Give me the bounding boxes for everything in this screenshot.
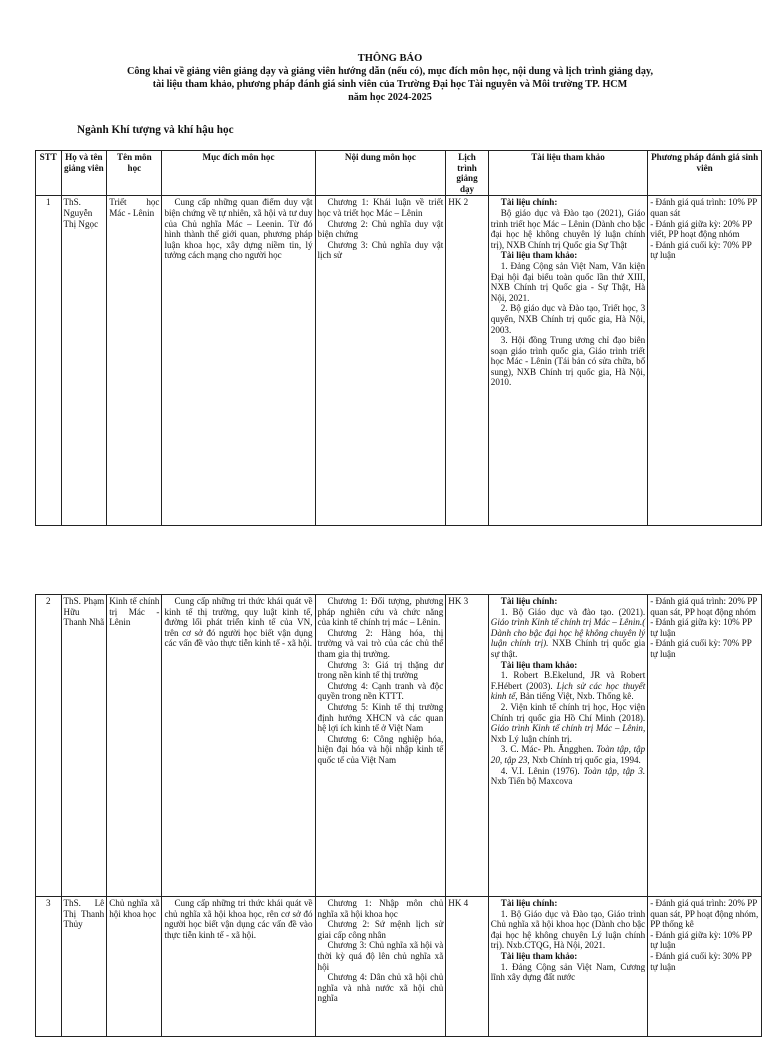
extra-refs-title: Tài liệu tham khảo:: [500, 950, 578, 961]
eval-item: - Đánh giá giữa kỳ: 20% PP viết, PP hoạt động nhóm: [650, 218, 752, 240]
content-chapter: Chương 1: Khái luận về triết học và triết học Mác – Lênin: [317, 197, 444, 218]
content-chapter: Chương 3: Chủ nghĩa duy vật lịch sử: [317, 239, 444, 261]
main-refs-title: Tài liệu chính:: [500, 596, 558, 606]
notice-year: năm học 2024-2025: [348, 92, 432, 103]
eval-item: - Đánh giá quá trình: 20% PP quan sát, PP hoạt động nhóm, PP thống kê: [650, 898, 759, 930]
eval-item: - Đánh giá giữa kỳ: 10% PP tự luận: [650, 929, 752, 951]
eval-item: - Đánh giá cuối kỳ: 70% PP tự luận: [650, 638, 752, 659]
eval-item: - Đánh giá cuối kỳ: 70% PP tự luận: [650, 239, 752, 261]
table-header-row: [36, 151, 762, 196]
ref-publisher: NXB Chính trị quốc gia sự thật.: [490, 638, 646, 659]
col-header-goal: Mục đích môn học: [162, 151, 315, 196]
extra-refs-title: Tài liệu tham khảo:: [500, 659, 578, 670]
extra-ref-item: 2. Bộ giáo dục và Đào tạo, Triết học, 3 quyển, NXB Chính trị quốc gia, Hà Nội, 2003.: [490, 303, 646, 335]
col-header-course: Tên môn học: [107, 151, 162, 196]
table-row: [36, 897, 762, 1037]
extra-ref-item: [491, 670, 645, 702]
content-chapter: Chương 4: Dân chủ xã hội chủ nghĩa và nhà nước xã hội chủ nghĩa: [317, 972, 444, 1004]
row-lecturer: ThS. Nguyễn Thị Ngọc: [61, 196, 107, 526]
ref-author: 1. Robert B.Ekelund, JR và Robert F.Hébert (2003).: [490, 670, 646, 691]
goal-text: Cung cấp những tri thức khái quát về chủ nghĩa xã hội khoa học, rên cơ sở đó người học biết vận dụng các vấn đề vào thực tiễn kinh tế - xã hội.: [164, 898, 313, 940]
ref-author: 3. C. Mác- Ph. Ăngghen.: [500, 744, 594, 755]
row-course: Chủ nghĩa xã hội khoa học: [107, 897, 162, 1037]
content-chapter: Chương 1: Đối tượng, phương pháp nghiên cứu và chức năng của kinh tế chính trị mác – Lênin.: [317, 596, 444, 628]
table-row: [36, 196, 762, 526]
goal-text: Cung cấp những tri thức khái quát về kinh tế thị trường, quy luật kinh tế, đường lối phát triển kinh tế của VN, trên cơ sở đó người học biết vận dụng các vấn đề vào thực tiễn kinh tế - xã hội.: [164, 596, 313, 649]
major-name: Ngành Khí tượng và khí hậu học: [77, 124, 234, 136]
content-chapter: Chương 3: Giá trị thặng dư trong nền kinh tế thị trường: [317, 659, 444, 681]
col-header-stt: STT: [36, 151, 62, 196]
row-goal: [162, 897, 315, 1037]
content-chapter: Chương 2: Hàng hóa, thị trường và vai trò của các chủ thể tham gia thị trường.: [317, 627, 444, 659]
ref-publisher: , Bản tiếng Việt, Nxb. Thống kê.: [515, 691, 634, 702]
content-chapter: Chương 2: Chủ nghĩa duy vật biện chứng: [317, 218, 444, 240]
notice-subtitle-line-1: Công khai về giảng viên giảng dạy và giảng viên hướng dẫn (nếu có), mục đích môn học, nội dung và lịch trình giảng dạy,: [126, 66, 654, 77]
row-lecturer: ThS. Lê Thị Thanh Thủy: [61, 897, 107, 1037]
row-evaluation: [648, 595, 762, 897]
row-lecturer: ThS. Phạm Hữu Thanh Nhã: [61, 595, 107, 897]
ref-title: Toàn tập, tập 3.: [583, 765, 646, 776]
content-chapter: Chương 2: Sứ mệnh lịch sử giai cấp công nhân: [317, 919, 444, 940]
ref-title: Lịch sử các học thuyết kinh tế: [490, 680, 646, 702]
extra-ref-item: 1. Đảng Cộng sản Việt Nam, Văn kiện Đại hội đại biểu toàn quốc lần thứ XIII, NXB Chính trị Quốc gia - Sự Thật, Hà Nội, 2021.: [490, 260, 646, 303]
table-row: [36, 595, 762, 897]
eval-item: - Đánh giá giữa kỳ: 10% PP tự luận: [650, 617, 752, 638]
row-references: [488, 196, 647, 526]
row-stt: 3: [36, 897, 62, 1037]
extra-ref-item: [491, 766, 645, 787]
row-goal: [162, 595, 315, 897]
col-header-references: Tài liệu tham khảo: [488, 151, 647, 196]
row-schedule: HK 2: [446, 196, 489, 526]
col-header-lecturer: Họ và tên giảng viên: [61, 151, 107, 196]
course-table-part-1: [35, 150, 762, 526]
row-references: [488, 595, 647, 897]
row-evaluation: [648, 897, 762, 1037]
row-goal: [162, 196, 315, 526]
notice-subtitle-line-2: tài liệu tham khảo, phương pháp đánh giá sinh viên của Trường Đại học Tài nguyên và Môi trường TP. HCM: [152, 79, 628, 90]
row-content: [315, 196, 446, 526]
ref-author: 4. V.I. Lênin (1976).: [500, 765, 580, 776]
extra-ref-item: 1. Đảng Cộng sản Việt Nam, Cương lĩnh xây dựng đất nước: [490, 961, 646, 983]
main-ref-item: Bộ giáo dục và Đào tạo (2021), Giáo trình triết học Mác – Lênin (Dành cho bậc đại học hệ không chuyên lý luận chính trị), NXB Chính trị Quốc gia Sự Thật: [490, 207, 646, 250]
row-content: [315, 897, 446, 1037]
goal-text: Cung cấp những quan điểm duy vật biện chứng về tự nhiên, xã hội và tư duy của Chủ nghĩa Mác – Leenin. Từ đó hình thành thế giới quan, phương pháp luận khoa học, xây dựng niềm tin, lý tưởng cách mạng cho người học: [164, 197, 313, 261]
main-ref-item: 1. Bộ Giáo dục và Đào tạo, Giáo trình Chủ nghĩa xã hội khoa học (Dành cho bậc đại học hệ không chuyên Lý luận chính trị). Nxb.CTQG, Hà Nội, 2021.: [490, 908, 646, 951]
course-table-part-2: [35, 594, 762, 1037]
ref-publisher: Nxb Tiến bộ Maxcova: [490, 776, 573, 787]
ref-publisher: , Nxb Lý luận chính trị.: [490, 723, 646, 744]
ref-title: Giáo trình Kinh tế chính trị Mác – Lênin: [490, 723, 643, 734]
extra-ref-item: [491, 702, 645, 744]
col-header-evaluation: Phương pháp đánh giá sinh viên: [648, 151, 762, 196]
row-content: [315, 595, 446, 897]
row-schedule: HK 3: [446, 595, 489, 897]
main-ref-item: [491, 607, 645, 660]
ref-title: Toàn tập, tập 20, tập 23,: [490, 744, 646, 765]
content-chapter: Chương 6: Công nghiệp hóa, hiện đại hóa và hội nhập kinh tế quốc tế của Việt Nam: [317, 733, 444, 765]
row-stt: 2: [36, 595, 62, 897]
notice-title: THÔNG BÁO: [357, 53, 423, 64]
row-references: [488, 897, 647, 1037]
ref-title: Giáo trình Kinh tế chính trị Mác – Lênin.( Dành cho bậc đại học hệ không chuyên lý luận chính trị).: [490, 617, 646, 649]
extra-ref-item: 3. Hội đồng Trung ương chỉ đạo biên soạn giáo trình quốc gia, Giáo trình triết học Mác - Lênin (Tái bản có sửa chữa, bổ sung), NXB Chính trị quốc gia, Hà Nội, 2010.: [490, 335, 646, 388]
extra-ref-item: [491, 744, 645, 765]
extra-refs-title: Tài liệu tham khảo:: [500, 250, 578, 261]
main-refs-title: Tài liệu chính:: [500, 898, 558, 908]
col-header-schedule: Lịch trình giảng dạy: [446, 151, 489, 196]
notice-header: [40, 52, 740, 104]
row-schedule: HK 4: [446, 897, 489, 1037]
content-chapter: Chương 1: Nhập môn chủ nghĩa xã hội khoa học: [317, 898, 444, 919]
row-course: Triết học Mác - Lênin: [107, 196, 162, 526]
main-refs-title: Tài liệu chính:: [500, 197, 558, 208]
col-header-content: Nội dung môn học: [315, 151, 446, 196]
row-course: Kinh tế chính trị Mác - Lênin: [107, 595, 162, 897]
row-stt: 1: [36, 196, 62, 526]
ref-publisher: Nxb Chính trị quốc gia, 1994.: [531, 754, 641, 765]
content-chapter: Chương 3: Chủ nghĩa xã hội và thời kỳ quá độ lên chủ nghĩa xã hội: [317, 940, 444, 972]
eval-item: - Đánh giá quá trình: 20% PP quan sát, PP hoạt động nhóm: [650, 596, 757, 617]
eval-item: - Đánh giá quá trình: 10% PP quan sát: [650, 197, 757, 218]
content-chapter: Chương 5: Kinh tế thị trường định hướng XHCN và các quan hệ lợi ích kinh tế ở Việt Nam: [317, 701, 444, 734]
ref-author: 2. Viện kinh tế chính trị học, Học viện Chính trị quốc gia Hồ Chí Minh (2018).: [490, 701, 646, 723]
eval-item: - Đánh giá cuối kỳ: 30% PP tự luận: [650, 950, 752, 972]
content-chapter: Chương 4: Cạnh tranh và độc quyền trong nền KTTT.: [317, 680, 444, 702]
ref-author: 1. Bộ Giáo dục và đào tạo. (2021).: [500, 606, 646, 617]
row-evaluation: [648, 196, 762, 526]
